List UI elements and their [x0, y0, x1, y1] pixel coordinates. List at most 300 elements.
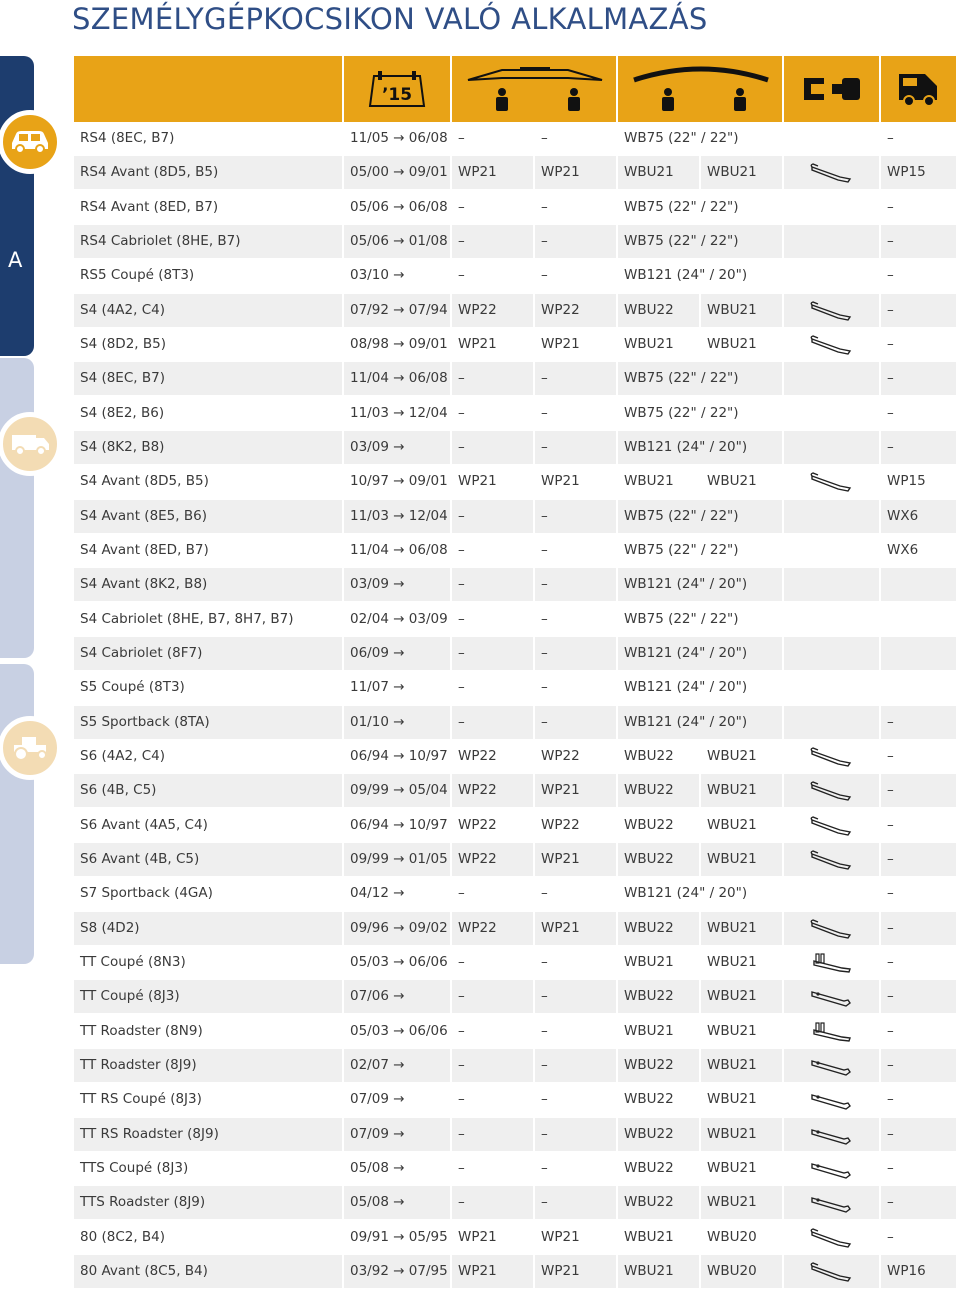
front-left-cell: WP22 [452, 843, 533, 876]
front-left-cell: – [452, 1049, 533, 1082]
adapter-cell [784, 637, 879, 670]
rear-right-cell: WBU21 [707, 953, 757, 970]
rear-left-cell: WBU22 [618, 843, 699, 876]
adapter-cell [784, 774, 879, 807]
adapter-cell [784, 740, 879, 773]
period-cell: 07/06 → [344, 980, 450, 1013]
table-row [74, 465, 956, 499]
model-cell: TT Coupé (8J3) [74, 980, 342, 1013]
adapter-cell [784, 328, 879, 361]
rear-right-cell: WBU21 [701, 774, 782, 807]
rear-window-cell [881, 637, 956, 670]
table-row [74, 191, 956, 225]
rear-left-cell: WBU22 [624, 1091, 674, 1108]
rear-right-cell: WBU20 [707, 1228, 757, 1245]
front-right-cell: – [541, 541, 548, 558]
rear-window-cell: – [887, 747, 894, 764]
model-cell: S4 (8E2, B6) [80, 404, 165, 421]
table-row [74, 362, 956, 396]
rear-window-cell: – [881, 294, 956, 327]
rear-left-cell: WBU22 [624, 816, 674, 833]
table-row [74, 294, 956, 328]
adapter-cell [784, 431, 879, 464]
model-cell: S4 Cabriolet (8HE, B7, 8H7, B7) [80, 610, 294, 627]
front-right-cell: – [541, 198, 548, 215]
front-left-cell: WP21 [452, 156, 533, 189]
rear-window-cell: – [881, 1049, 956, 1082]
rear-right-cell: WBU21 [707, 1159, 757, 1176]
table-row [74, 568, 956, 602]
model-cell: TTS Coupé (8J3) [80, 1159, 189, 1176]
rear-right-cell: WBU21 [707, 1022, 757, 1039]
front-left-cell: – [452, 980, 533, 1013]
front-right-cell: – [541, 130, 548, 146]
table-row [74, 259, 956, 293]
front-right-cell: – [535, 500, 616, 533]
front-left-cell: – [452, 362, 533, 395]
rear-right-cell: WBU21 [701, 294, 782, 327]
table-row [74, 500, 956, 534]
rear-window-cell: WX6 [881, 500, 956, 533]
front-right-cell: – [535, 431, 616, 464]
rear-combined-cell: WB75 (22" / 22") [618, 362, 782, 395]
rear-right-cell: WBU21 [701, 156, 782, 189]
application-table [74, 122, 956, 1289]
rear-right-cell: WBU21 [701, 980, 782, 1013]
rear-combined-cell: WB121 (24" / 20") [618, 637, 782, 670]
adapter-cell [784, 500, 879, 533]
front-left-cell: WP21 [458, 1228, 497, 1245]
model-cell: S4 Avant (8E5, B6) [74, 500, 342, 533]
adapter-cell [784, 397, 879, 430]
rear-window-cell [881, 603, 956, 636]
header-model [74, 56, 342, 122]
car-icon [0, 110, 62, 174]
adapter-cell [784, 1186, 879, 1219]
rear-right-cell: WBU21 [701, 1049, 782, 1082]
adapter-cell [784, 191, 879, 224]
period-cell: 06/09 → [344, 637, 450, 670]
adapter-cell [784, 671, 879, 704]
period-cell: 03/92 → 07/95 [344, 1255, 450, 1288]
front-right-cell: WP21 [535, 912, 616, 945]
table-row [74, 774, 956, 808]
front-left-cell: – [458, 130, 465, 146]
header-front-blades [452, 56, 616, 122]
front-left-cell: WP21 [458, 335, 497, 352]
table-row [74, 1186, 956, 1220]
category-tab-trucks[interactable] [0, 358, 34, 658]
period-cell: 06/94 → 10/97 [350, 747, 448, 764]
rear-window-cell: WX6 [887, 541, 919, 558]
model-cell: S4 (8D2, B5) [80, 335, 166, 352]
period-cell: 01/10 → [344, 706, 450, 739]
model-cell: S6 Avant (4B, C5) [74, 843, 342, 876]
front-left-cell: – [458, 267, 465, 284]
rear-left-cell: WBU21 [624, 1022, 674, 1039]
period-cell: 11/03 → 12/04 [344, 500, 450, 533]
model-cell: TT Coupé (8N3) [80, 953, 186, 970]
table-row [74, 328, 956, 362]
rear-left-cell: WBU21 [624, 473, 674, 490]
front-right-cell: WP21 [535, 843, 616, 876]
rear-window-cell: WP16 [881, 1255, 956, 1288]
period-cell: 06/94 → 10/97 [350, 816, 448, 833]
rear-right-cell: WBU21 [707, 1091, 757, 1108]
rear-right-cell: WBU21 [701, 912, 782, 945]
period-cell: 10/97 → 09/01 [350, 473, 448, 490]
adapter-icon [802, 76, 862, 102]
rear-window-cell: – [887, 953, 894, 970]
front-right-cell: – [541, 1091, 548, 1108]
front-right-cell: WP21 [535, 774, 616, 807]
adapter-cell [784, 1221, 879, 1254]
tractor-icon [0, 716, 62, 780]
table-row [74, 431, 956, 465]
front-left-cell: – [452, 637, 533, 670]
front-right-cell: – [541, 404, 548, 421]
model-cell: S6 (4A2, C4) [80, 747, 165, 764]
model-cell: TT Roadster (8J9) [74, 1049, 342, 1082]
adapter-cell [784, 568, 879, 601]
adapter-cell [784, 225, 879, 258]
adapter-cell [784, 294, 879, 327]
rear-right-cell: WBU21 [701, 1118, 782, 1151]
period-cell: 11/05 → 06/08 [350, 130, 448, 146]
table-row [74, 603, 956, 637]
table-row [74, 122, 956, 156]
front-left-cell: WP22 [458, 747, 497, 764]
period-cell: 05/06 → 06/08 [350, 198, 448, 215]
front-left-cell: – [452, 225, 533, 258]
rear-combined-cell: WB121 (24" / 20") [618, 568, 782, 601]
period-cell: 03/09 → [344, 431, 450, 464]
calendar-icon [368, 68, 426, 110]
model-cell: S4 Avant (8K2, B8) [74, 568, 342, 601]
period-cell: 11/04 → 06/08 [350, 541, 448, 558]
rear-window-cell: – [887, 816, 894, 833]
model-cell: RS4 Avant (8ED, B7) [80, 198, 219, 215]
front-left-cell: – [458, 679, 465, 696]
rear-window-cell [881, 671, 956, 704]
adapter-cell [784, 534, 879, 567]
model-cell: S5 Coupé (8T3) [80, 679, 185, 696]
rear-combined-cell: WB75 (22" / 22") [624, 610, 739, 627]
rear-combined-cell: WB121 (24" / 20") [618, 431, 782, 464]
table-row [74, 843, 956, 877]
period-cell: 08/98 → 09/01 [350, 335, 448, 352]
front-right-cell: WP21 [541, 1228, 580, 1245]
front-right-cell: WP21 [541, 335, 580, 352]
front-right-cell: – [541, 1159, 548, 1176]
front-left-cell: – [458, 404, 465, 421]
rear-left-cell: WBU22 [618, 294, 699, 327]
rear-window-cell: – [881, 1118, 956, 1151]
table-row [74, 225, 956, 259]
period-cell: 05/08 → [350, 1159, 405, 1176]
rear-left-cell: WBU22 [624, 1159, 674, 1176]
front-left-cell: – [458, 953, 465, 970]
table-row [74, 706, 956, 740]
adapter-cell [784, 912, 879, 945]
front-left-cell: – [458, 1159, 465, 1176]
rear-window-cell: – [887, 267, 894, 284]
rear-window-cell: – [881, 912, 956, 945]
rear-right-cell: WBU21 [707, 816, 757, 833]
rear-right-cell: WBU21 [707, 335, 757, 352]
table-row [74, 671, 956, 705]
model-cell: RS4 (8EC, B7) [80, 130, 175, 146]
front-right-cell: – [535, 706, 616, 739]
adapter-cell [784, 1015, 879, 1048]
period-cell: 11/03 → 12/04 [350, 404, 448, 421]
model-cell: 80 (8C2, B4) [80, 1228, 166, 1245]
front-left-cell: – [452, 1118, 533, 1151]
rear-window-cell: – [887, 1228, 894, 1245]
front-left-cell: WP22 [452, 912, 533, 945]
front-left-cell: WP21 [452, 1255, 533, 1288]
rear-window-cell: – [887, 1159, 894, 1176]
model-cell: S7 Sportback (4GA) [80, 885, 213, 902]
model-cell: S4 Avant (8ED, B7) [80, 541, 209, 558]
rear-right-cell: WBU21 [701, 843, 782, 876]
rear-left-cell: WBU21 [618, 156, 699, 189]
table-row [74, 1083, 956, 1117]
front-right-cell: – [535, 1186, 616, 1219]
period-cell: 04/12 → [350, 885, 405, 902]
rear-left-cell: WBU21 [624, 1228, 674, 1245]
rear-left-cell: WBU22 [618, 912, 699, 945]
rear-window-cell: – [887, 130, 894, 146]
table-header [74, 56, 956, 122]
rear-car-icon [897, 70, 941, 108]
front-left-cell: – [458, 541, 465, 558]
rear-window-cell: – [881, 1186, 956, 1219]
table-row [74, 1118, 956, 1152]
model-cell: S6 Avant (4A5, C4) [80, 816, 208, 833]
rear-window-cell: – [887, 885, 894, 902]
rear-right-cell: WBU21 [701, 1186, 782, 1219]
truck-icon [0, 412, 62, 476]
front-left-cell: – [452, 706, 533, 739]
table-row [74, 980, 956, 1014]
adapter-cell [784, 706, 879, 739]
front-left-cell: WP21 [458, 473, 497, 490]
rear-left-cell: WBU21 [624, 335, 674, 352]
front-left-cell: – [452, 568, 533, 601]
front-right-cell: WP21 [535, 156, 616, 189]
rear-right-cell: WBU21 [707, 747, 757, 764]
front-right-cell: WP22 [535, 294, 616, 327]
front-left-cell: – [458, 1091, 465, 1108]
front-right-cell: – [535, 637, 616, 670]
front-left-cell: WP22 [452, 774, 533, 807]
period-cell: 02/07 → [344, 1049, 450, 1082]
table-row [74, 156, 956, 190]
rear-window-cell: – [881, 706, 956, 739]
rear-window-cell: WP15 [887, 473, 926, 490]
front-left-cell: – [452, 1186, 533, 1219]
adapter-cell [784, 1083, 879, 1116]
model-cell: RS5 Coupé (8T3) [80, 267, 195, 284]
rear-combined-cell: WB121 (24" / 20") [624, 885, 748, 902]
model-cell: S4 (8EC, B7) [74, 362, 342, 395]
period-cell: 05/03 → 06/06 [350, 953, 448, 970]
rear-window-cell: WP15 [881, 156, 956, 189]
adapter-cell [784, 362, 879, 395]
rear-right-cell: WBU20 [701, 1255, 782, 1288]
period-cell: 05/06 → 01/08 [344, 225, 450, 258]
model-cell: S4 (8K2, B8) [74, 431, 342, 464]
rear-window-cell: – [881, 843, 956, 876]
rear-left-cell: WBU22 [618, 1049, 699, 1082]
adapter-cell [784, 1255, 879, 1288]
adapter-cell [784, 1049, 879, 1082]
rear-window-cell: – [881, 362, 956, 395]
table-row [74, 877, 956, 911]
model-cell: S4 Avant (8D5, B5) [80, 473, 209, 490]
front-right-cell: – [535, 1049, 616, 1082]
table-row [74, 1049, 956, 1083]
category-tab-tractors[interactable] [0, 664, 34, 964]
rear-left-cell: WBU21 [618, 1255, 699, 1288]
rear-left-cell: WBU22 [618, 1186, 699, 1219]
table-row [74, 740, 956, 774]
model-cell: RS4 Cabriolet (8HE, B7) [74, 225, 342, 258]
adapter-cell [784, 156, 879, 189]
model-cell: TT Roadster (8N9) [80, 1022, 203, 1039]
rear-combined-cell: WB75 (22" / 22") [618, 500, 782, 533]
front-right-cell: – [535, 980, 616, 1013]
rear-combined-cell: WB75 (22" / 22") [624, 541, 739, 558]
adapter-cell [784, 843, 879, 876]
rear-left-cell: WBU22 [618, 1118, 699, 1151]
page-title: SZEMÉLYGÉPKOCSIKON VALÓ ALKALMAZÁS [72, 2, 708, 36]
period-cell: 07/92 → 07/94 [344, 294, 450, 327]
wiper-arm-hook-icon [810, 1262, 852, 1295]
rear-combined-cell: WB121 (24" / 20") [624, 679, 748, 696]
front-right-cell: – [541, 885, 548, 902]
rear-window-cell: – [887, 404, 894, 421]
rear-combined-cell: WB75 (22" / 22") [624, 404, 739, 421]
model-cell: TTS Roadster (8J9) [74, 1186, 342, 1219]
front-right-cell: WP22 [541, 747, 580, 764]
period-cell: 07/09 → [344, 1118, 450, 1151]
front-left-cell: – [458, 610, 465, 627]
period-cell: 02/04 → 03/09 [350, 610, 448, 627]
period-cell: 05/00 → 09/01 [344, 156, 450, 189]
header-period [344, 56, 450, 122]
front-right-cell: WP21 [535, 1255, 616, 1288]
period-cell: 09/96 → 09/02 [344, 912, 450, 945]
front-left-cell: – [458, 1022, 465, 1039]
table-row [74, 1015, 956, 1049]
front-right-cell: – [535, 568, 616, 601]
table-row [74, 946, 956, 980]
rear-window-cell: – [881, 980, 956, 1013]
adapter-cell [784, 877, 879, 910]
adapter-cell [784, 122, 879, 155]
model-cell: TT RS Coupé (8J3) [80, 1091, 202, 1108]
table-row [74, 534, 956, 568]
adapter-cell [784, 603, 879, 636]
front-left-cell: WP22 [458, 816, 497, 833]
flat-windscreen-icon [462, 62, 608, 118]
rear-window-cell: – [887, 198, 894, 215]
rear-left-cell: WBU22 [618, 774, 699, 807]
table-row [74, 912, 956, 946]
table-row [74, 637, 956, 671]
period-cell: 03/10 → [350, 267, 405, 284]
adapter-cell [784, 946, 879, 979]
calendar-year: ’15 [381, 85, 413, 105]
front-right-cell: – [541, 679, 548, 696]
rear-window-cell: – [881, 431, 956, 464]
rear-window-cell: – [887, 1091, 894, 1108]
front-right-cell: WP22 [541, 816, 580, 833]
period-cell: 09/99 → 01/05 [344, 843, 450, 876]
model-cell: S4 (4A2, C4) [74, 294, 342, 327]
rear-combined-cell: WB75 (22" / 22") [618, 225, 782, 258]
rear-combined-cell: WB75 (22" / 22") [624, 130, 739, 146]
rear-combined-cell: WB75 (22" / 22") [624, 198, 739, 215]
rear-window-cell [881, 568, 956, 601]
period-cell: 11/04 → 06/08 [344, 362, 450, 395]
front-right-cell: – [541, 1022, 548, 1039]
category-tab-cars[interactable] [0, 56, 34, 356]
front-right-cell: – [541, 267, 548, 284]
table-row [74, 1221, 956, 1255]
front-left-cell: – [458, 198, 465, 215]
table-row [74, 1255, 956, 1289]
adapter-cell [784, 809, 879, 842]
front-right-cell: – [541, 610, 548, 627]
rear-window-cell: – [887, 1022, 894, 1039]
rear-left-cell: WBU21 [624, 953, 674, 970]
model-cell: S5 Sportback (8TA) [74, 706, 342, 739]
front-right-cell: – [541, 953, 548, 970]
period-cell: 05/08 → [344, 1186, 450, 1219]
period-cell: 11/07 → [350, 679, 405, 696]
table-row [74, 809, 956, 843]
rear-right-cell: WBU21 [707, 473, 757, 490]
rear-combined-cell: WB121 (24" / 20") [624, 267, 748, 284]
adapter-cell [784, 980, 879, 1013]
front-left-cell: – [452, 500, 533, 533]
front-left-cell: – [452, 431, 533, 464]
period-cell: 03/09 → [344, 568, 450, 601]
adapter-cell [784, 465, 879, 498]
rear-combined-cell: WB121 (24" / 20") [618, 706, 782, 739]
rear-left-cell: WBU22 [624, 747, 674, 764]
period-cell: 07/09 → [350, 1091, 405, 1108]
front-right-cell: – [535, 225, 616, 258]
front-left-cell: – [458, 885, 465, 902]
curved-windscreen-icon [628, 62, 774, 118]
period-cell: 05/03 → 06/06 [350, 1022, 448, 1039]
rear-left-cell: WBU22 [618, 980, 699, 1013]
header-rear-window [881, 56, 956, 122]
rear-window-cell: – [887, 335, 894, 352]
period-cell: 09/91 → 05/95 [350, 1228, 448, 1245]
model-cell: S4 Cabriolet (8F7) [74, 637, 342, 670]
model-cell: RS4 Avant (8D5, B5) [74, 156, 342, 189]
adapter-cell [784, 1152, 879, 1185]
table-row [74, 397, 956, 431]
section-letter: A [8, 248, 23, 272]
model-cell: S8 (4D2) [74, 912, 342, 945]
front-right-cell: WP21 [541, 473, 580, 490]
